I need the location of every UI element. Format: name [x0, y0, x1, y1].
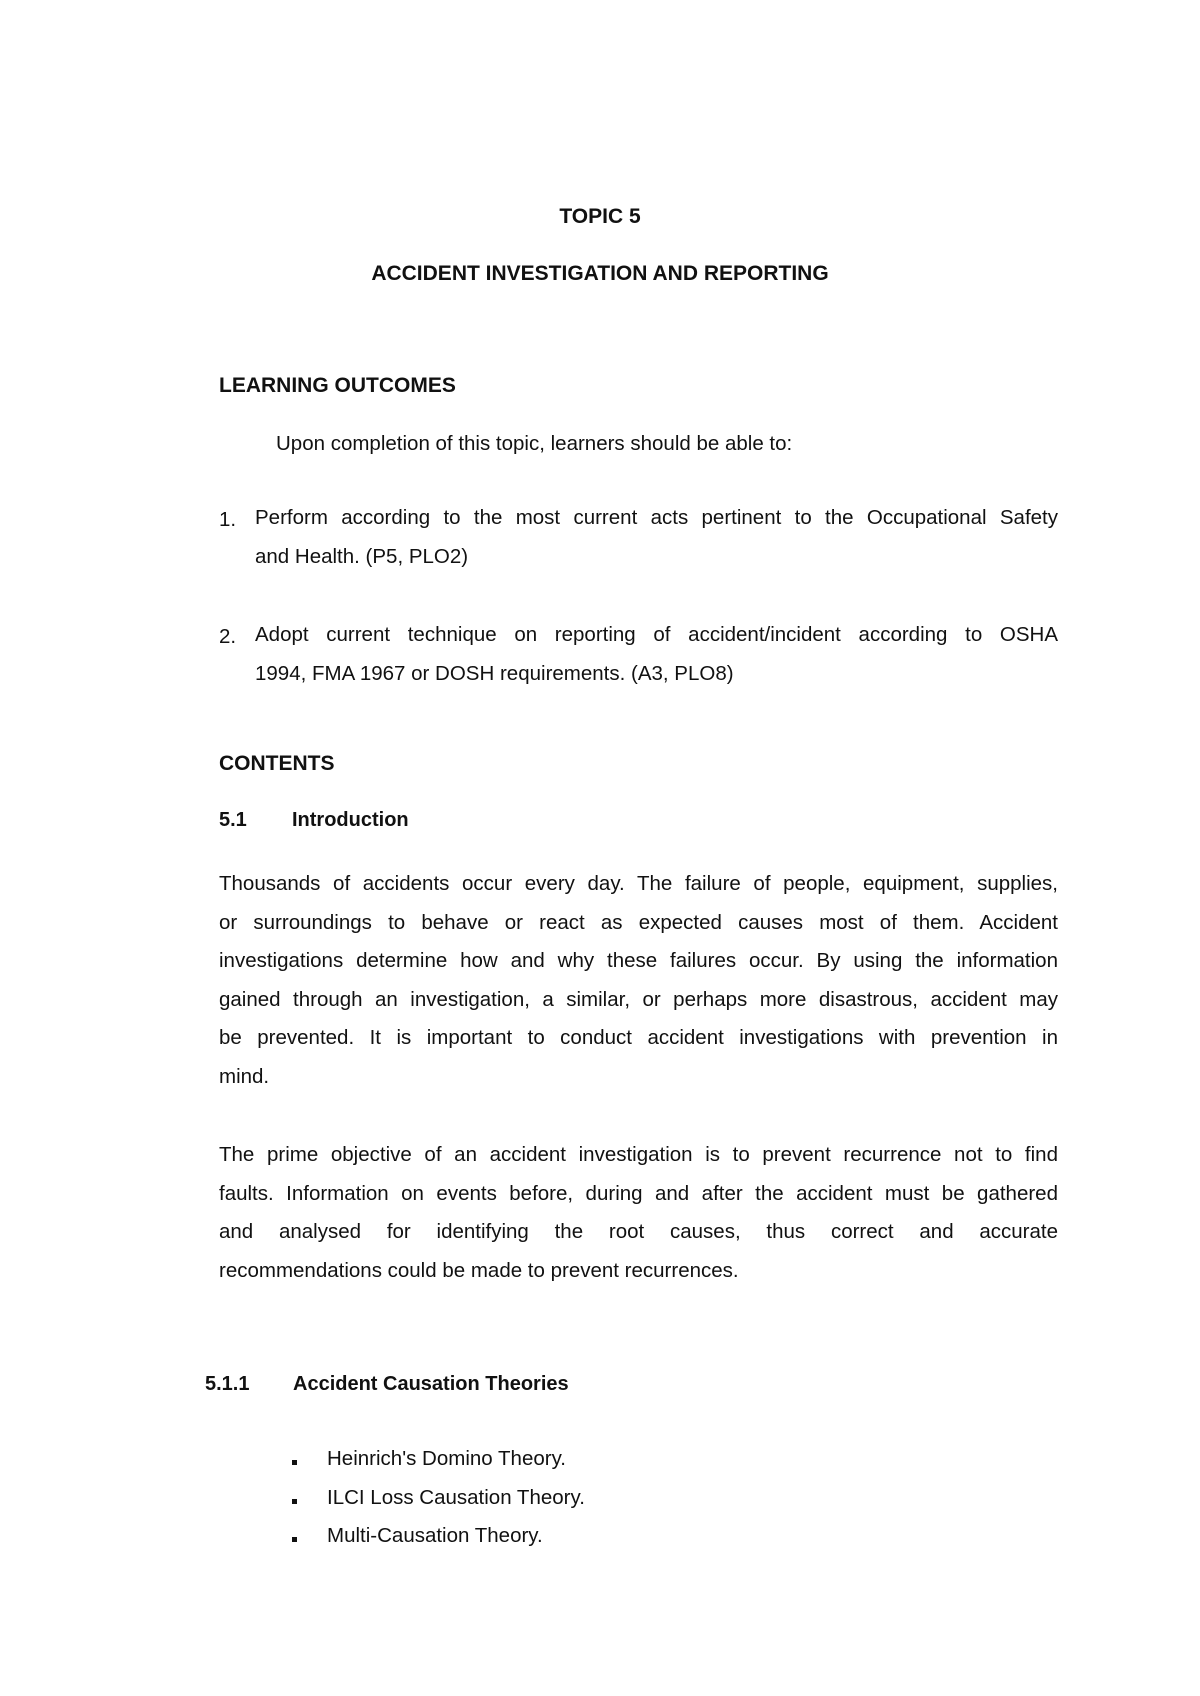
outcome-line: Perform according to the most current acts pertinent to the Occupational Safety — [255, 506, 1058, 529]
paragraph-line: be prevented. It is important to conduct accident investigations with prevention in — [219, 1026, 1058, 1049]
list-item-text: Heinrich's Domino Theory. — [327, 1447, 566, 1470]
topic-number: TOPIC 5 — [559, 205, 641, 228]
outcome-line: and Health. (P5, PLO2) — [255, 544, 469, 568]
learning-outcomes-heading: LEARNING OUTCOMES — [219, 374, 456, 397]
section-title: Introduction — [292, 809, 409, 831]
outcome-text — [255, 616, 1058, 693]
outcome-line: Adopt current technique on reporting of accident/incident according to OSHA — [255, 623, 1058, 646]
paragraph-line: faults. Information on events before, during and after the accident must be gathered — [219, 1181, 1058, 1205]
intro-paragraph-2 — [219, 1136, 1058, 1290]
outcome-text — [255, 499, 1058, 576]
subsection-title: Accident Causation Theories — [293, 1373, 569, 1395]
paragraph-line: recommendations could be made to prevent recurrences. — [219, 1258, 739, 1282]
paragraph-line: Thousands of accidents occur every day. The failure of people, equipment, supplies, — [219, 872, 1058, 895]
contents-heading: CONTENTS — [219, 752, 335, 775]
outcome-line: 1994, FMA 1967 or DOSH requirements. (A3, PLO8) — [255, 661, 734, 685]
list-item-text: Multi-Causation Theory. — [327, 1524, 543, 1547]
outcome-number: 2. — [219, 625, 237, 648]
paragraph-line: and analysed for identifying the root causes, thus correct and accurate — [219, 1220, 1058, 1243]
paragraph-line: investigations determine how and why these failures occur. By using the information — [219, 949, 1058, 972]
outcome-number: 1. — [219, 508, 237, 531]
bullet-icon — [292, 1537, 297, 1542]
section-number: 5.1 — [219, 809, 247, 831]
paragraph-line: gained through an investigation, a similar, or perhaps more disastrous, accident may — [219, 987, 1058, 1011]
topic-title: ACCIDENT INVESTIGATION AND REPORTING — [371, 262, 829, 285]
list-item-text: ILCI Loss Causation Theory. — [327, 1486, 585, 1509]
learning-outcomes-intro: Upon completion of this topic, learners should be able to: — [276, 432, 793, 455]
subsection-number: 5.1.1 — [205, 1373, 250, 1395]
bullet-icon — [292, 1499, 297, 1504]
paragraph-line: mind. — [219, 1064, 270, 1088]
intro-paragraph-1 — [219, 865, 1058, 1096]
bullet-icon — [292, 1460, 297, 1465]
paragraph-line: or surroundings to behave or react as expected causes most of them. Accident — [219, 910, 1058, 934]
paragraph-line: The prime objective of an accident investigation is to prevent recurrence not to find — [219, 1143, 1058, 1166]
